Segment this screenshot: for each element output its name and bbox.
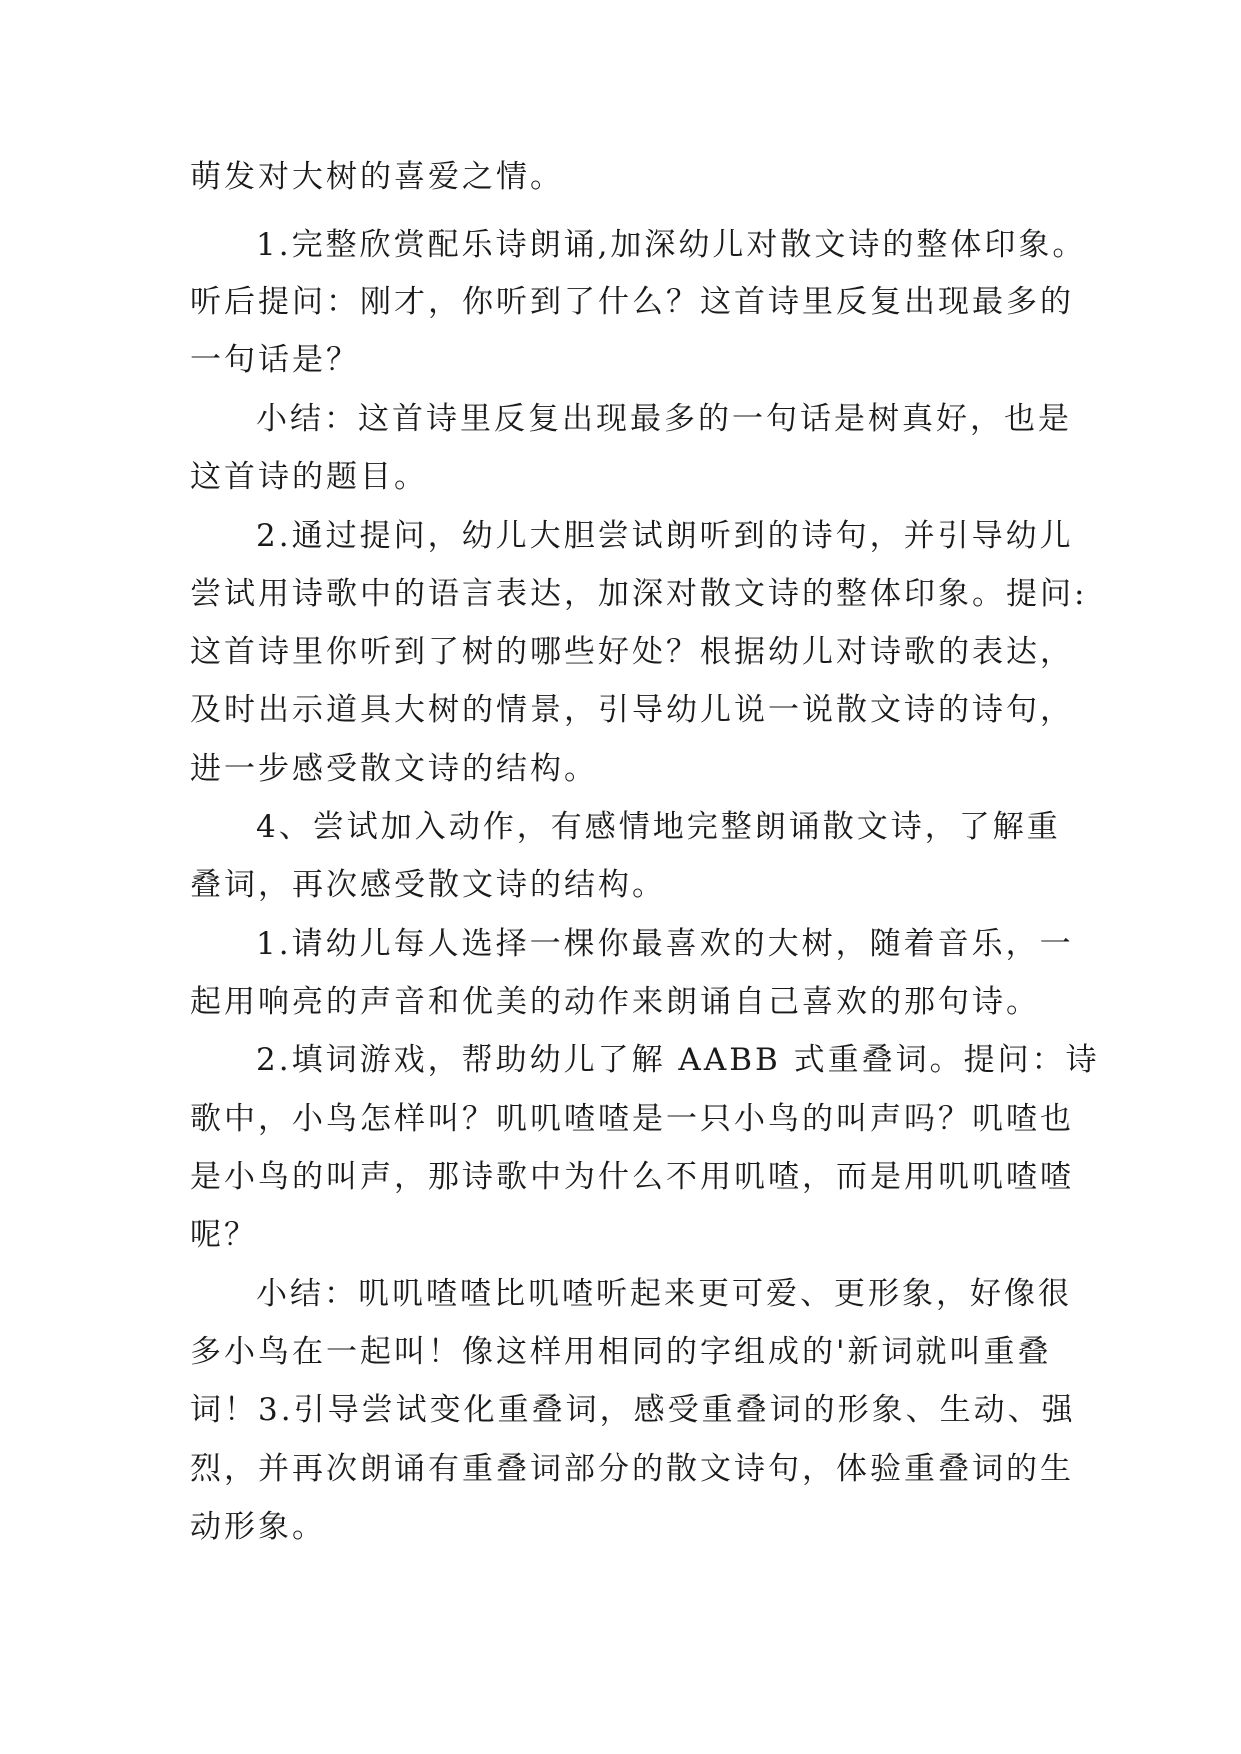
text-line: 一句话是？ bbox=[190, 342, 360, 378]
text-line: 这首诗里你听到了树的哪些好处？根据幼儿对诗歌的表达， bbox=[190, 634, 1074, 670]
text-line: 动形象。 bbox=[190, 1509, 326, 1545]
text-line: 这首诗的题目。 bbox=[190, 459, 428, 495]
text-line: 萌发对大树的喜爱之情。 bbox=[190, 159, 564, 195]
text-line: 尝试用诗歌中的语言表达，加深对散文诗的整体印象。提问: bbox=[190, 576, 1088, 612]
text-line: 2.通过提问，幼儿大胆尝试朗听到的诗句，并引导幼儿 bbox=[256, 518, 1074, 554]
text-line: 词！3.引导尝试变化重叠词，感受重叠词的形象、生动、强 bbox=[190, 1392, 1076, 1428]
text-line: 烈，并再次朗诵有重叠词部分的散文诗句，体验重叠词的生 bbox=[190, 1451, 1074, 1487]
text-line: 2.填词游戏，帮助幼儿了解 AABB 式重叠词。提问：诗 bbox=[256, 1042, 1100, 1078]
text-line: 听后提问：刚才，你听到了什么？这首诗里反复出现最多的 bbox=[190, 284, 1074, 320]
text-line: 是小鸟的叫声，那诗歌中为什么不用叽喳，而是用叽叽喳喳 bbox=[190, 1159, 1074, 1195]
text-line: 多小鸟在一起叫！像这样用相同的字组成的'新词就叫重叠 bbox=[190, 1334, 1052, 1370]
text-line: 小结：叽叽喳喳比叽喳听起来更可爱、更形象，好像很 bbox=[256, 1276, 1072, 1312]
text-line: 1.完整欣赏配乐诗朗诵,加深幼儿对散文诗的整体印象。 bbox=[256, 227, 1087, 263]
text-line: 1.请幼儿每人选择一棵你最喜欢的大树，随着音乐，一 bbox=[256, 926, 1074, 962]
text-line: 进一步感受散文诗的结构。 bbox=[190, 751, 598, 787]
text-line: 起用响亮的声音和优美的动作来朗诵自己喜欢的那句诗。 bbox=[190, 984, 1040, 1020]
text-line: 小结：这首诗里反复出现最多的一句话是树真好，也是 bbox=[256, 401, 1072, 437]
text-line: 4、尝试加入动作，有感情地完整朗诵散文诗，了解重 bbox=[256, 809, 1061, 845]
text-line: 呢？ bbox=[190, 1217, 258, 1253]
text-line: 及时出示道具大树的情景，引导幼儿说一说散文诗的诗句， bbox=[190, 692, 1074, 728]
text-line: 叠词，再次感受散文诗的结构。 bbox=[190, 867, 666, 903]
text-line: 歌中，小鸟怎样叫？叽叽喳喳是一只小鸟的叫声吗？叽喳也 bbox=[190, 1101, 1074, 1137]
